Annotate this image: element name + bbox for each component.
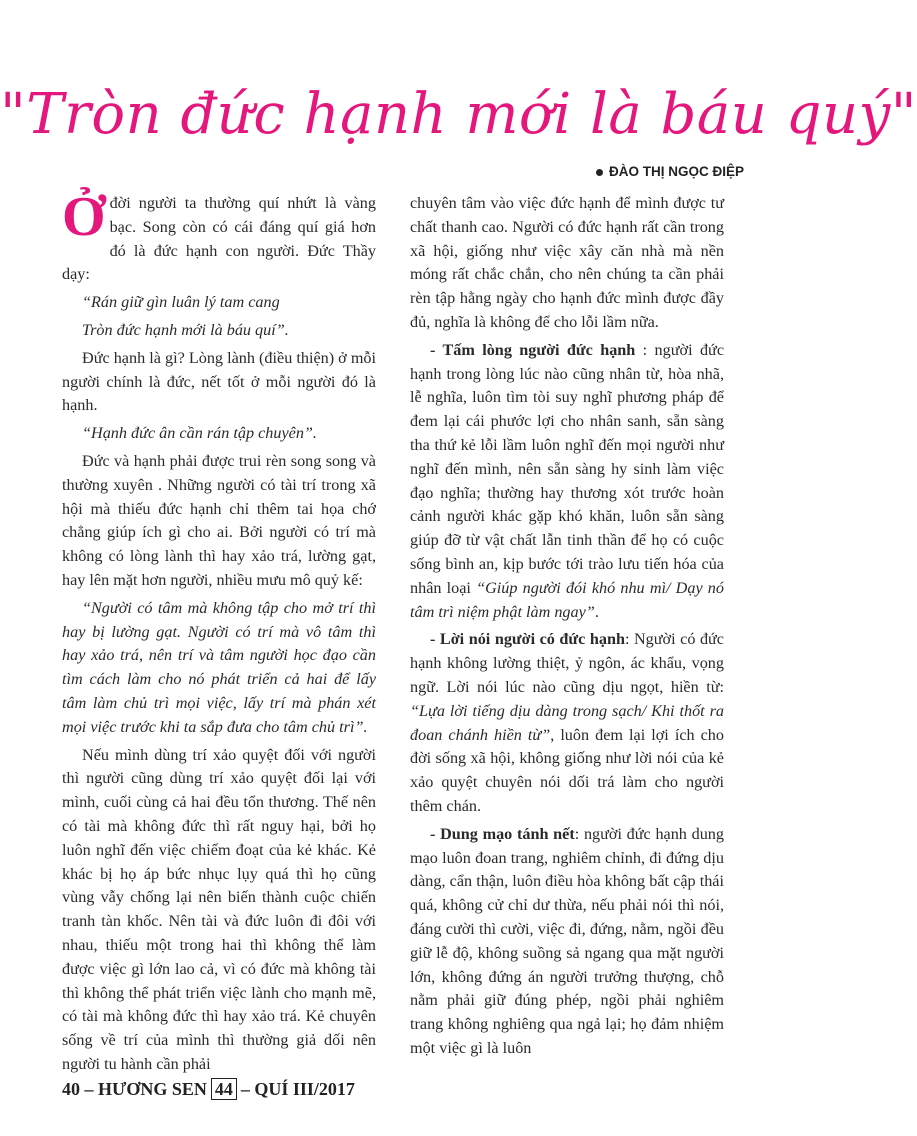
issue-number: 44 <box>211 1078 237 1100</box>
left-column <box>62 186 376 1081</box>
page-footer <box>62 1074 355 1104</box>
quote-inline: “Lựa lời tiếng dịu dàng trong sạch/ Khi thốt ra đoan chánh hiền từ” <box>410 701 724 744</box>
bullet-icon <box>596 169 603 176</box>
quote-line: “Hạnh đức ân cần rán tập chuyên”. <box>82 424 317 443</box>
quote-line: Tròn đức hạnh mới là báu quí”. <box>82 320 289 339</box>
drop-cap: Ở <box>62 186 106 248</box>
quote-line: “Rán giữ gìn luân lý tam cang <box>82 293 280 312</box>
quote-inline: “Giúp người đói khó nhu mì/ Dạy nó tâm trì niệm phật làm ngay” <box>410 578 724 621</box>
section-heading: - Tấm lòng người đức hạnh <box>430 340 636 359</box>
section-paragraph: - Lời nói người có đức hạnh: Người có đức hạnh không lường thiệt, ỷ ngôn, ác khẩu, vọng ngữ. Lời nói lúc nào cũng dịu ngọt, hiền từ: “Lựa lời tiếng dịu dàng trong sạch/ Khi thốt ra đoan chánh hiền từ”, luôn đem lại lợi ích cho đời sống xã hội, không giống như lời nói của kẻ xảo quyệt chuyên nói dối trá làm cho người thêm chán. <box>410 630 724 815</box>
author-name: ĐÀO THỊ NGỌC ĐIỆP <box>608 164 744 179</box>
article-title: "Tròn đức hạnh mới là báu quý" <box>0 82 917 147</box>
paragraph: Đức và hạnh phải được trui rèn song song và thường xuyên . Những người có tài trí trong xã hội mà thiếu đức hạnh chỉ thêm tai họa chớ chẳng giúp ích gì cho ai. Bởi người có trí mà không có lòng lành thì hay xảo trá, lường gạt, hay lên mặt hơn người, nhiều mưu mô quỷ kế: <box>62 451 376 589</box>
paragraph: Nếu mình dùng trí xảo quyệt đối với người thì người cũng dùng trí xảo quyệt đối lại với mình, cuối cùng cả hai đều tổn thương. Thế nên có tài mà không đức thì rất nguy hại, bởi họ luôn nghĩ đến việc chiếm đoạt của kẻ khác. Kẻ khác bị họ áp bức nhục lụy quá thì họ cũng vùng vẫy chống lại nên biến thành cuộc chiến tranh tàn khốc. Nên tài và đức luôn đi đôi với nhau, thiếu một trong hai thì không thể làm được việc gì lớn lao cả, vì có đức mà không tài thì không thể phát triển việc lành cho mạnh mẽ, có tài mà không đức thì hay xảo trá. Kẻ chuyên sống về trí của mình thì thường giả dối nên người tu hành cần phải <box>62 745 376 1073</box>
section-paragraph: - Dung mạo tánh nết: người đức hạnh dung mạo luôn đoan trang, nghiêm chỉnh, đi đứng dịu dàng, cẩn thận, luôn điều hòa không bất cập thái quá, không cử chỉ dư thừa, nếu phải nói thì nói, đáng cười thì cười, việc đi, đứng, nằm, ngồi đều giữ lễ độ, không suồng sả ngang qua mặt người lớn, không đứng án người trưởng thượng, chỗ nằm phải giữ đúng phép, ngồi phải nghiêm trang không nghiêng qua ngả lại; họ đảm nhiệm một việc gì là luôn <box>410 824 724 1057</box>
section-heading: - Lời nói người có đức hạnh <box>430 630 625 649</box>
section-heading: - Dung mạo tánh nết <box>430 824 575 843</box>
section-paragraph: - Tấm lòng người đức hạnh : người đức hạnh trong lòng lúc nào cũng nhân từ, hòa nhã, lễ nghĩa, luôn tìm tòi suy nghĩ phương pháp để đem lại cái phước lợi cho nhân sanh, sẵn sàng tha thứ kẻ lỗi lầm luôn nghĩ đến mọi người như nghĩ đến mình, nên sẵn sàng hy sinh làm việc đạo nghĩa; thường hay thương xót trước hoàn cảnh người khác gặp khó khăn, luôn sẵn sàng giúp đỡ từ vật chất lẫn tinh thần để họ có cuộc sống bình an, kịp bước tới trào lưu tiến hóa của nhân loại “Giúp người đói khó nhu mì/ Dạy nó tâm trì niệm phật làm ngay”. <box>410 340 724 621</box>
quote-paragraph: “Người có tâm mà không tập cho mở trí thì hay bị lường gạt. Người có trí mà vô tâm thì hay xảo trá, nên trí và tâm người học đạo cần tìm cách làm cho nó phát triển cả hai để lấy tâm làm chủ trì mọi việc, lấy trí mà phán xét mọi việc trước khi ta sắp đưa cho tâm chủ trì”. <box>62 598 376 736</box>
page-number: 40 <box>62 1079 80 1099</box>
intro-paragraph: Ởđời người ta thường quí nhứt là vàng bạc. Song còn có cái đáng quí giá hơn đó là đức hạnh con người. Đức Thầy dạy: <box>62 186 376 284</box>
author-byline <box>596 160 744 184</box>
paragraph: Đức hạnh là gì? Lòng lành (điều thiện) ở mỗi người chính là đức, nết tốt ở mỗi người đó là hạnh. <box>62 348 376 415</box>
magazine-name: – HƯƠNG SEN <box>84 1079 207 1099</box>
paragraph: chuyên tâm vào việc đức hạnh để mình được tư chất thanh cao. Người có đức hạnh rất cần trong xã hội, giống như việc xây căn nhà mà nền móng rất chắc chắn, cho nên chúng ta cần phải rèn tập hằng ngày cho hạnh đức mình được đầy đủ, nghĩa là không để cho lỗi lầm nữa. <box>410 194 724 331</box>
issue-date: – QUÍ III/2017 <box>240 1079 355 1099</box>
right-column <box>410 192 724 1065</box>
